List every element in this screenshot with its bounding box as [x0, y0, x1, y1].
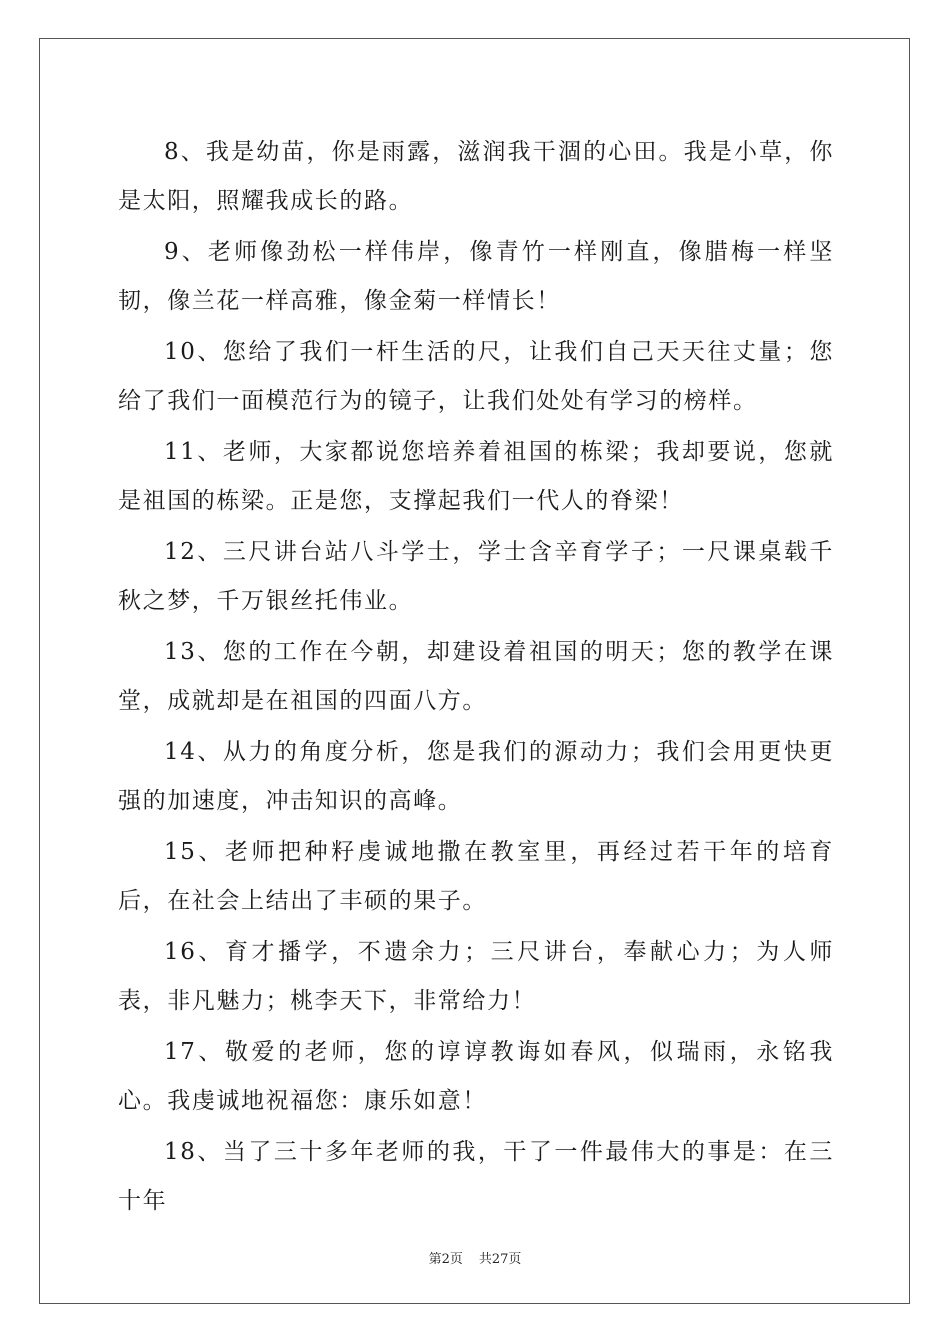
paragraph-11: 11、老师，大家都说您培养着祖国的栋梁；我却要说，您就是祖国的栋梁。正是您，支撑起我们一代人的脊梁！ [118, 439, 834, 514]
paragraph-17: 17、敬爱的老师，您的谆谆教诲如春风，似瑞雨，永铭我心。我虔诚地祝福您：康乐如意！ [118, 1039, 834, 1114]
paragraph-8: 8、我是幼苗，你是雨露，滋润我干涸的心田。我是小草，你是太阳，照耀我成长的路。 [118, 139, 834, 214]
paragraph-10: 10、您给了我们一杆生活的尺，让我们自己天天往丈量；您给了我们一面模范行为的镜子，让我们处处有学习的榜样。 [118, 339, 834, 414]
document-body [118, 128, 834, 1228]
page-number: 第2页 [428, 1252, 463, 1267]
page-footer [0, 1248, 950, 1267]
paragraph-13: 13、您的工作在今朝，却建设着祖国的明天；您的教学在课堂，成就却是在祖国的四面八方。 [118, 639, 834, 714]
page-total: 共27页 [478, 1252, 522, 1267]
paragraph-14: 14、从力的角度分析，您是我们的源动力；我们会用更快更强的加速度，冲击知识的高峰。 [118, 739, 834, 814]
paragraph-12: 12、三尺讲台站八斗学士，学士含辛育学子；一尺课桌载千秋之梦，千万银丝托伟业。 [118, 539, 834, 614]
paragraph-18: 18、当了三十多年老师的我，干了一件最伟大的事是：在三十年 [118, 1139, 834, 1214]
paragraph-16: 16、育才播学，不遗余力；三尺讲台，奉献心力；为人师表，非凡魅力；桃李天下，非常给力！ [118, 939, 834, 1014]
paragraph-15: 15、老师把种籽虔诚地撒在教室里，再经过若干年的培育后，在社会上结出了丰硕的果子。 [118, 839, 834, 914]
paragraph-9: 9、老师像劲松一样伟岸，像青竹一样刚直，像腊梅一样坚韧，像兰花一样高雅，像金菊一样情长！ [118, 239, 834, 314]
